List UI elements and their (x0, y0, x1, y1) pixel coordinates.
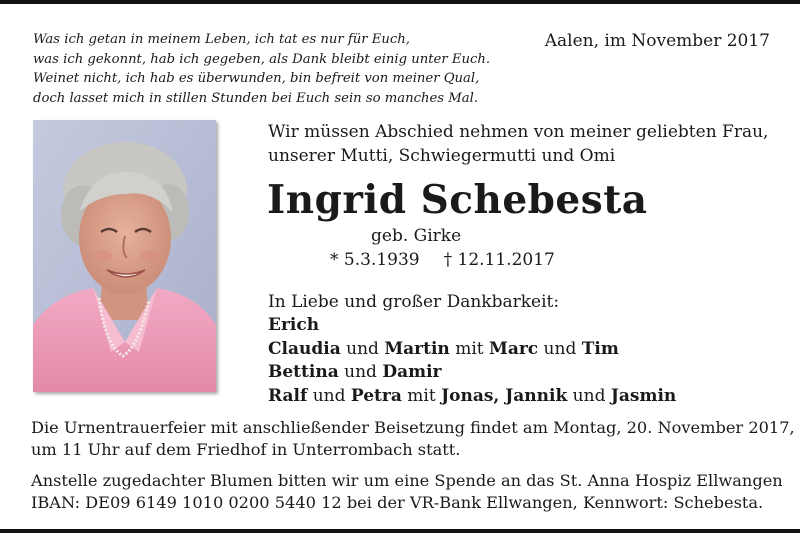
life-dates (330, 250, 555, 270)
connector-text: mit (401, 385, 442, 406)
family-member: Marc (489, 338, 539, 359)
family-member: Bettina (268, 362, 339, 383)
connector-text: und (340, 338, 385, 359)
family-member: Ralf (268, 385, 308, 406)
family-member: Petra (350, 385, 402, 406)
poem-line: Was ich getan in meinem Leben, ich tat es nur für Euch, (33, 32, 410, 47)
ceremony-line: Die Urnentrauerfeier mit anschließender Beisetzung findet am Montag, 20. November 2017, (31, 418, 795, 437)
connector-text: und (538, 338, 582, 359)
family-member: Jasmin (610, 385, 677, 406)
family-member: Tim (581, 338, 619, 359)
family-member: Martin (384, 338, 450, 359)
connector-text: mit (449, 338, 489, 359)
deceased-name: Ingrid Schebesta (267, 177, 648, 223)
family-member: Damir (382, 362, 442, 383)
connector-text: und (338, 362, 383, 383)
donation-line: Anstelle zugedachter Blumen bitten wir um eine Spende an das St. Anna Hospiz Ellwangen (31, 471, 783, 490)
family-line (268, 314, 676, 337)
family-member: Claudia (268, 338, 341, 359)
poem-line: doch lasset mich in stillen Stunden bei Euch sein so manches Mal. (33, 90, 479, 106)
birth-name: geb. Girke (371, 226, 462, 246)
family-line (268, 338, 676, 361)
poem-line: Weinet nicht, ich hab es überwunden, bin befreit von meiner Qual, (33, 71, 480, 86)
intro-line: unserer Mutti, Schwiegermutti und Omi (268, 146, 616, 166)
connector-text: und (307, 385, 351, 406)
family-intro: In Liebe und großer Dankbarkeit: (268, 292, 560, 312)
birth-date: * 5.3.1939 (330, 250, 420, 270)
family-member: Erich (268, 315, 320, 336)
death-date: † 12.11.2017 (443, 250, 555, 270)
intro-line: Wir müssen Abschied nehmen von meiner geliebten Frau, (268, 122, 769, 142)
poem-verse (33, 30, 490, 108)
family-list (268, 291, 676, 408)
family-line (268, 385, 676, 408)
portrait-photo-icon (33, 120, 216, 392)
poem-line: was ich gekonnt, hab ich gegeben, als Dank bleibt einig unter Euch. (33, 51, 491, 67)
donation-info (31, 470, 783, 514)
farewell-intro (268, 120, 768, 168)
family-line (268, 361, 676, 384)
portrait-photo (33, 120, 216, 392)
ceremony-info (31, 417, 795, 461)
place-and-date: Aalen, im November 2017 (544, 31, 770, 51)
ceremony-line: um 11 Uhr auf dem Friedhof in Unterrombach statt. (31, 440, 461, 459)
family-member: Jonas, Jannik (441, 385, 568, 406)
donation-line: IBAN: DE09 6149 1010 0200 5440 12 bei der VR-Bank Ellwangen, Kennwort: Schebesta. (31, 493, 764, 512)
connector-text: und (567, 385, 611, 406)
